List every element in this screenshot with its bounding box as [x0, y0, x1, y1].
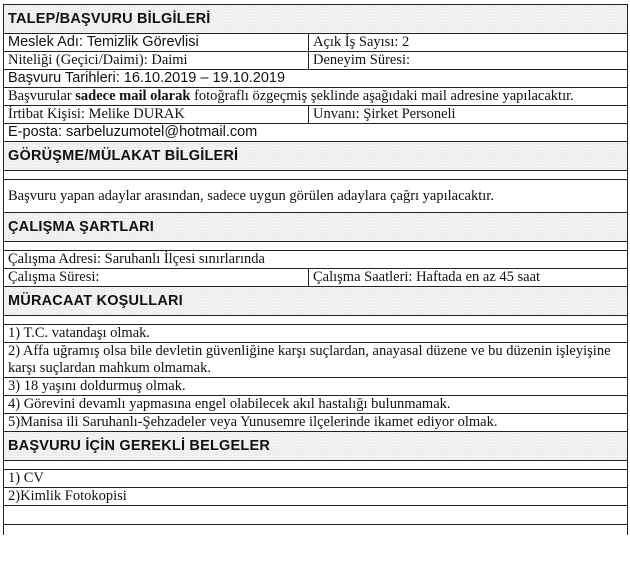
basvuru-aciklama: [4, 88, 628, 106]
spacer: [4, 461, 628, 470]
muracaat-item: 1) T.C. vatandaşı olmak.: [4, 325, 628, 343]
unvani: Unvanı: Şirket Personeli: [309, 106, 628, 124]
spacer: [4, 171, 628, 180]
basvuru-tarihleri: Başvuru Tarihleri: 16.10.2019 – 19.10.2019: [4, 70, 628, 88]
basvuru-aciklama-post: fotoğraflı özgeçmiş şeklinde aşağıdaki mail adresine yapılacaktır.: [190, 88, 574, 104]
belge-item: 1) CV: [4, 470, 628, 488]
niteligi: Niteliği (Geçici/Daimi): Daimi: [4, 52, 309, 70]
section-calisma-heading: ÇALIŞMA ŞARTLARI: [4, 213, 628, 242]
gorusme-text: Başvuru yapan adaylar arasından, sadece uygun görülen adaylara çağrı yapılacaktır.: [4, 180, 628, 213]
meslek-adi: Meslek Adı: Temizlik Görevlisi: [4, 34, 309, 52]
e-posta: E-posta: sarbeluzumotel@hotmail.com: [4, 124, 628, 142]
calisma-adresi: Çalışma Adresi: Saruhanlı İlçesi sınırlarında: [4, 251, 628, 269]
section-belgeler-heading: BAŞVURU İÇİN GEREKLİ BELGELER: [4, 432, 628, 461]
job-posting-form: [3, 4, 627, 535]
muracaat-item: 4) Görevini devamlı yapmasına engel olabilecek akıl hastalığı bulunmamak.: [4, 396, 628, 414]
empty-row: [4, 525, 628, 536]
section-gorusme-heading: GÖRÜŞME/MÜLAKAT BİLGİLERİ: [4, 142, 628, 171]
muracaat-item: 5)Manisa ili Saruhanlı-Şehzadeler veya Yunusemre ilçelerinde ikamet ediyor olmak.: [4, 414, 628, 432]
muracaat-item: 2) Affa uğramış olsa bile devletin güvenliğine karşı suçlardan, anayasal düzene ve bu düzenin işleyişine karşı suçlardan mahkum olmamak.: [4, 343, 628, 378]
irtibat-kisisi: İrtibat Kişisi: Melike DURAK: [4, 106, 309, 124]
basvuru-aciklama-pre: Başvurular: [8, 88, 76, 104]
muracaat-item: 3) 18 yaşını doldurmuş olmak.: [4, 378, 628, 396]
acik-is-sayisi: Açık İş Sayısı: 2: [309, 34, 628, 52]
section-talep-heading: TALEP/BAŞVURU BİLGİLERİ: [4, 5, 628, 34]
belge-item: 2)Kimlik Fotokopisi: [4, 488, 628, 506]
basvuru-aciklama-bold: sadece mail olarak: [75, 88, 191, 104]
section-muracaat-heading: MÜRACAAT KOŞULLARI: [4, 287, 628, 316]
calisma-suresi: Çalışma Süresi:: [4, 269, 309, 287]
deneyim-suresi: Deneyim Süresi:: [309, 52, 628, 70]
empty-row: [4, 506, 628, 525]
spacer: [4, 242, 628, 251]
form-table: [3, 4, 628, 535]
calisma-saatleri: Çalışma Saatleri: Haftada en az 45 saat: [309, 269, 628, 287]
spacer: [4, 316, 628, 325]
